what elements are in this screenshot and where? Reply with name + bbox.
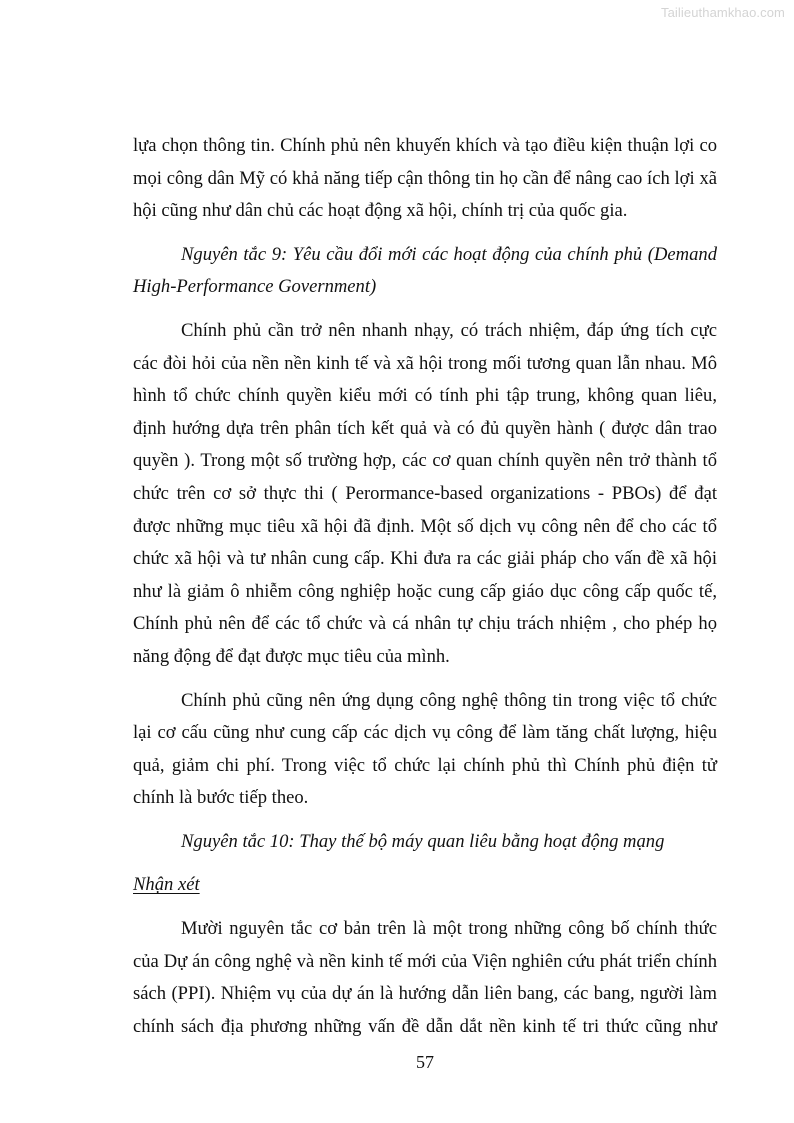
text-line: Nguyên tắc 9: Yêu cầu đổi mới các hoạt động của chính phủ (Demand [181, 243, 717, 265]
text-line: Chính phủ cần trở nên nhanh nhạy, có trách nhiệm, đáp ứng tích cực [181, 319, 717, 341]
text-line: được những mục tiêu xã hội đã định. Một số dịch vụ công nên để cho các tổ [133, 515, 717, 537]
text-line: chức xã hội và tư nhân cung cấp. Khi đưa ra các giải pháp cho vấn đề xã hội [133, 548, 717, 570]
text-line: chính là bước tiếp theo. [133, 787, 309, 809]
text-line: các đòi hỏi của nền nền kinh tế và xã hội trong mối tương quan lẫn nhau. Mô [133, 352, 717, 374]
text-line: hội cũng như dân chủ các hoạt động xã hội, chính trị của quốc gia. [133, 200, 628, 222]
paragraph-it-application [133, 685, 717, 815]
text-line: năng động để đạt được mục tiêu của mình. [133, 645, 450, 667]
document-body [133, 130, 717, 1043]
paragraph-intro [133, 130, 717, 228]
text-line: lại cơ cấu cũng như cung cấp các dịch vụ công để làm tăng chất lượng, hiệu [133, 722, 717, 744]
text-line: sách (PPI). Nhiệm vụ của dự án là hướng dẫn liên bang, các bang, người làm [133, 983, 717, 1005]
paragraph-remark-body [133, 913, 717, 1043]
text-line: chính sách địa phương những vấn đề dẫn dắt nền kinh tế tri thức cũng như [133, 1015, 717, 1037]
watermark: Tailieuthamkhao.com [660, 5, 785, 20]
text-line: quả, giảm chi phí. Trong việc tổ chức lại chính phủ thì Chính phủ điện tử [133, 754, 717, 776]
principle-10-heading [133, 826, 717, 859]
paragraph-principle-9-body [133, 315, 717, 674]
text-line: chức trên cơ sở thực thi ( Perormance-based organizations - PBOs) để đạt [133, 482, 717, 504]
text-line: mọi công dân Mỹ có khả năng tiếp cận thông tin họ cần để nâng cao ích lợi xã [133, 167, 717, 189]
text-line: Chính phủ nên để các tổ chức và cá nhân tự chịu trách nhiệm , cho phép họ [133, 613, 717, 635]
text-line: hình tổ chức chính quyền kiểu mới có tính phi tập trung, không quan liêu, [133, 385, 717, 407]
text-line: định hướng dựa trên phân tích kết quả và có đủ quyền hành ( được dân trao [133, 417, 717, 439]
text-line: Chính phủ cũng nên ứng dụng công nghệ thông tin trong việc tổ chức [181, 689, 717, 711]
text-line: Mười nguyên tắc cơ bản trên là một trong những công bố chính thức [181, 918, 717, 940]
text-line: quyền ). Trong một số trường hợp, các cơ quan chính quyền nên trở thành tổ [133, 450, 717, 472]
text-line: của Dự án công nghệ và nền kinh tế mới của Viện nghiên cứu phát triển chính [133, 950, 717, 972]
remark-heading [133, 869, 717, 902]
principle-9-heading [133, 239, 717, 304]
text-line: High-Performance Government) [133, 276, 377, 298]
text-line: như là giảm ô nhiễm công nghiệp hoặc cung cấp giáo dục công cấp quốc tế, [133, 580, 717, 602]
text-line: lựa chọn thông tin. Chính phủ nên khuyến khích và tạo điều kiện thuận lợi co [133, 135, 717, 156]
remark-heading-text: Nhận xét [133, 874, 200, 896]
page-number: 57 [416, 1052, 434, 1072]
text-line: Nguyên tắc 10: Thay thế bộ máy quan liêu bằng hoạt động mạng [181, 830, 665, 852]
